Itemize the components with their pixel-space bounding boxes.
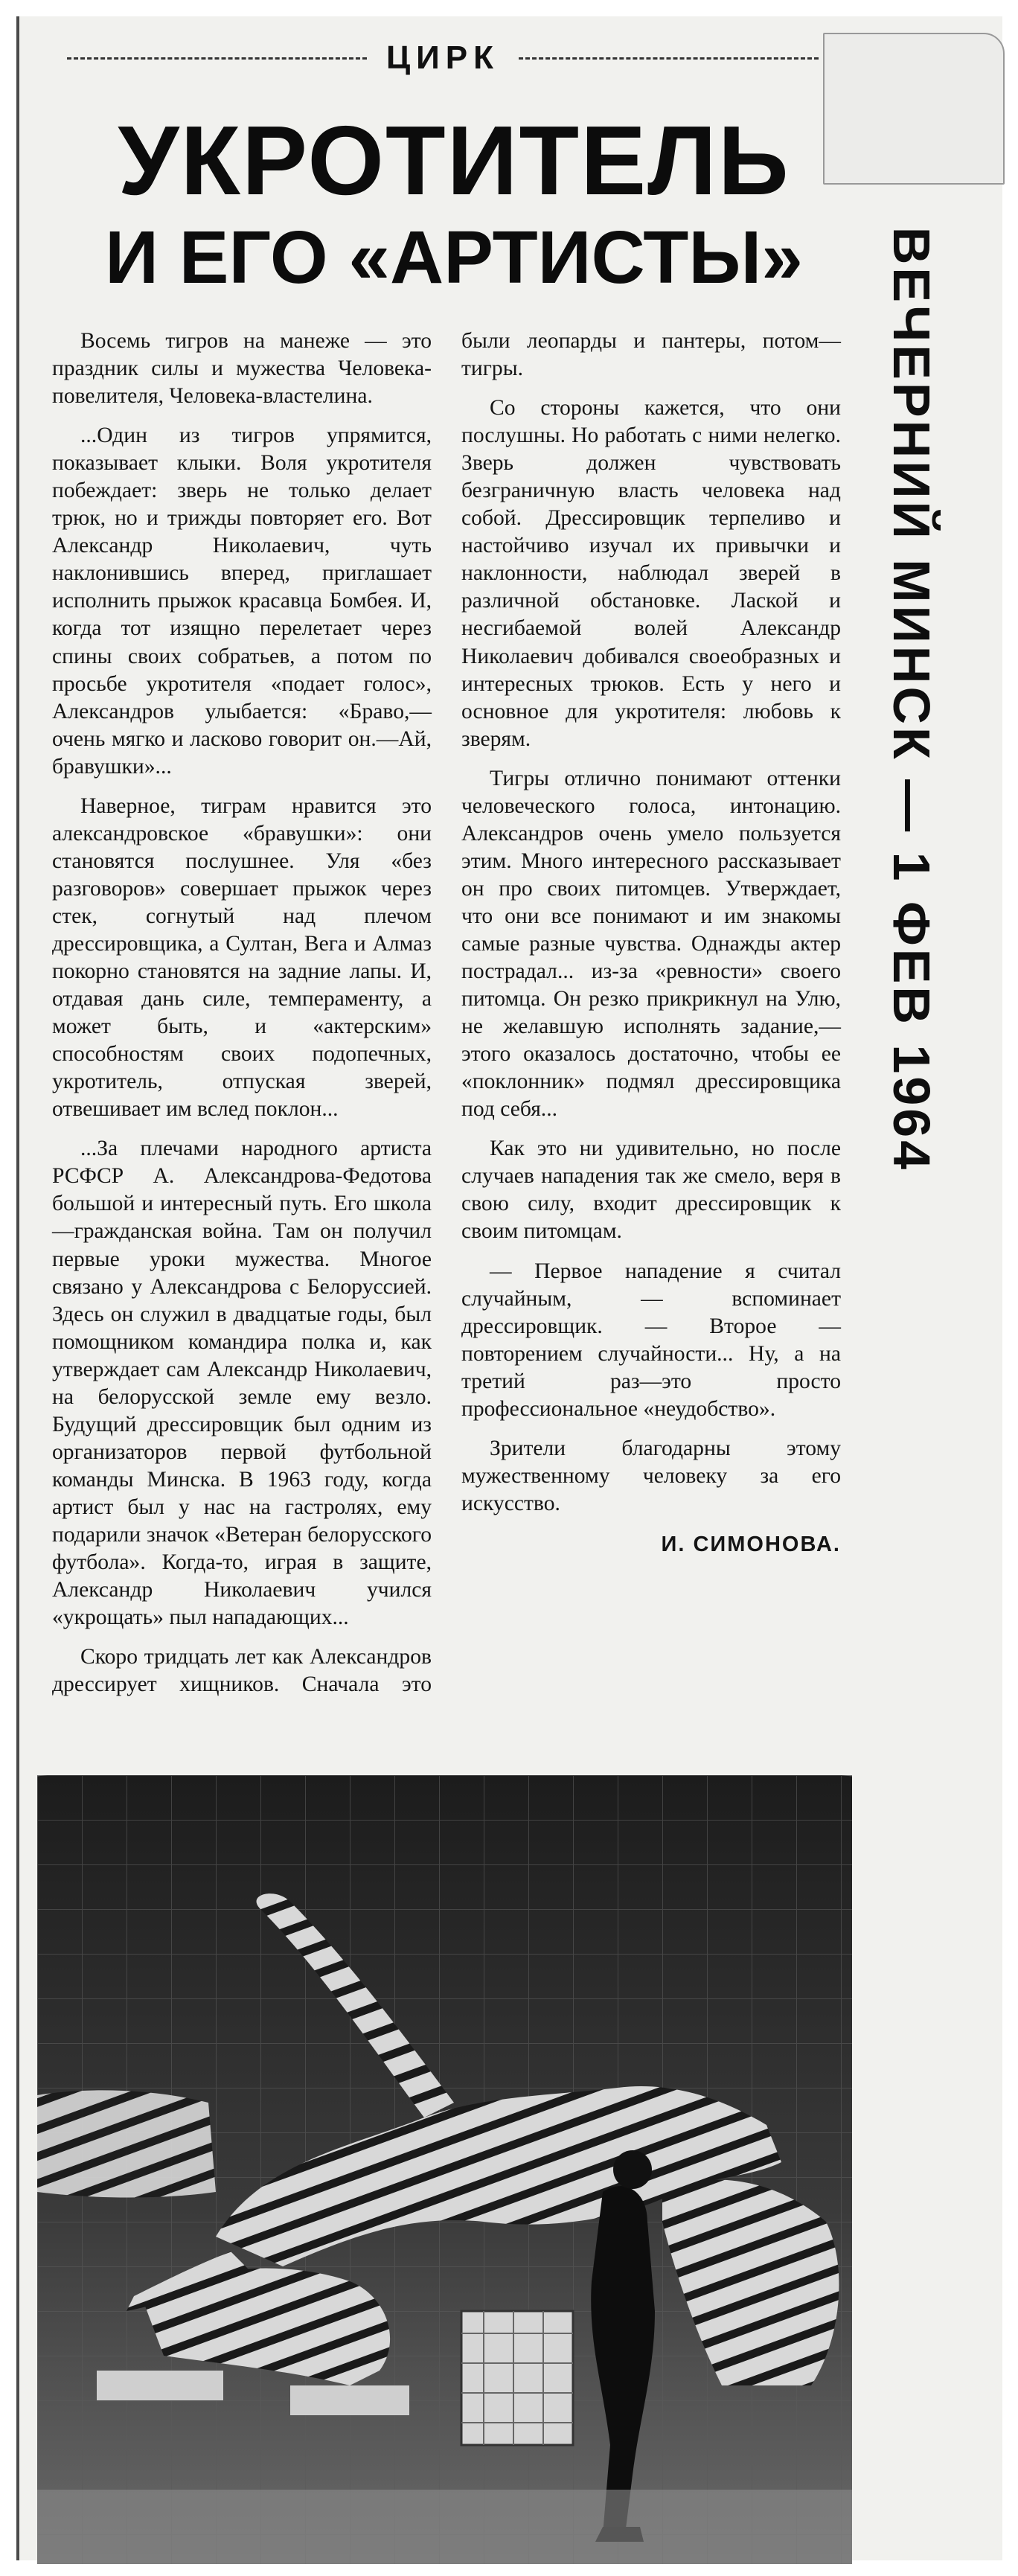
paragraph: Зрители благодарны этому мужественному человеку за его искусство. [461, 1436, 841, 1515]
headline [45, 106, 863, 299]
paragraph: ...Один из тигров упрямится, показывает клыки. Воля укротителя побеждает: зверь не только делает трюк, но и трижды повторяет его. Вот Александр Николаевич, чуть наклонившись вперед, приглашает исполнить прыжок красавца Бомбея. И, когда тот изящно перелетает через спины своих собратьев, а потом по просьбе укротителя «подает голос», Александров улыбается: «Браво,—очень мягко и ласково говорит он.—Ай, бравушки»... [52, 424, 432, 779]
section-label-text: ЦИРК [386, 39, 499, 76]
paragraph: Тигры отлично понимают оттенки человеческого голоса, интонацию. Александров очень умело пользуется этим. Много интересного рассказывает он про своих питомцев. Утверждает, что они все понимают и им знакомы самые разные чувства. Однажды актер пострадал... из-за «ревности» своего питомца. Он резко прикрикнул на Улю, не желавшую исполнять задание,—этого оказалось достаточно, чтобы ее «поклонник» подмял дрессировщика под себя... [461, 766, 841, 1122]
article-body [52, 327, 841, 1742]
tiger-photo [37, 1775, 852, 2564]
dashed-rule-right [519, 57, 819, 60]
paragraph: Восемь тигров на манеже — это праздник силы и мужества Человека-повелителя, Человека-властелина. [52, 329, 432, 409]
paragraph: Как это ни удивительно, но после случаев нападения так же смело, веря в свою силу, входит дрессировщик к своим питомцам. [461, 1137, 841, 1244]
section-label [67, 36, 819, 80]
author-signature: И. СИМОНОВА. [661, 1532, 841, 1556]
headline-line-2: И ЕГО «АРТИСТЫ» [105, 216, 803, 299]
paragraph: Скоро тридцать лет как Александров дрессирует хищников. Сначала это были леопарды и пантеры, потом—тигры. [52, 329, 841, 1697]
paragraph: — Первое нападение я считал случайным, — вспоминает дрессировщик. — Второе — повторением случайности... Ну, а на третий раз—это просто профессиональное «неудобство». [461, 1259, 841, 1421]
date-stamp-text: ВЕЧЕРНИЙ МИНСК — 1 ФЕВ 1964 [883, 226, 941, 1173]
tiger-photo-illustration [37, 1775, 852, 2564]
paragraph: Со стороны кажется, что они послушны. Но работать с ними нелегко. Зверь должен чувствовать безграничную власть человека над собой. Дрессировщик терпеливо и настойчиво изучал их привычки и наклонности, наблюдал зверей в различной обстановке. Лаской и несгибаемой волей Александр Николаевич добивался своеобразных и интересных трюков. Есть у него и основное для укротителя: любовь к зверям. [461, 396, 841, 751]
date-stamp [837, 226, 986, 1173]
paragraph: Наверное, тиграм нравится это александровское «бравушки»: они становятся послушнее. Уля «без разговоров» совершает прыжок через стек, согнутый над плечом дрессировщика, а Султан, Вега и Алмаз покорно становятся на задние лапы. И, отдавая дань силе, темпераменту, а может быть, и «актерским» способностям своих подопечных, укротитель, отпуская зверей, отвешивает им вслед поклон... [52, 793, 432, 1122]
paragraph: ...За плечами народного артиста РСФСР А. Александрова-Федотова большой и интересный путь. Его школа—гражданская война. Там он получил первые уроки мужества. Многое связано у Александрова с Белоруссией. Здесь он служил в двадцатые годы, был помощником командира полка и, как утверждает сам Александр Николаевич, на белорусской земле ему везло. Будущий дрессировщик был одним из организаторов первой футбольной команды Минска. В 1963 году, когда артист был у нас на гастролях, ему подарили значок «Ветеран белорусского футбола». Когда-то, играя в защите, Александр Николаевич учился «укрощать» пыл нападающих... [52, 1137, 432, 1630]
dashed-rule-left [67, 57, 367, 60]
headline-line-1: УКРОТИТЕЛЬ [118, 106, 790, 215]
